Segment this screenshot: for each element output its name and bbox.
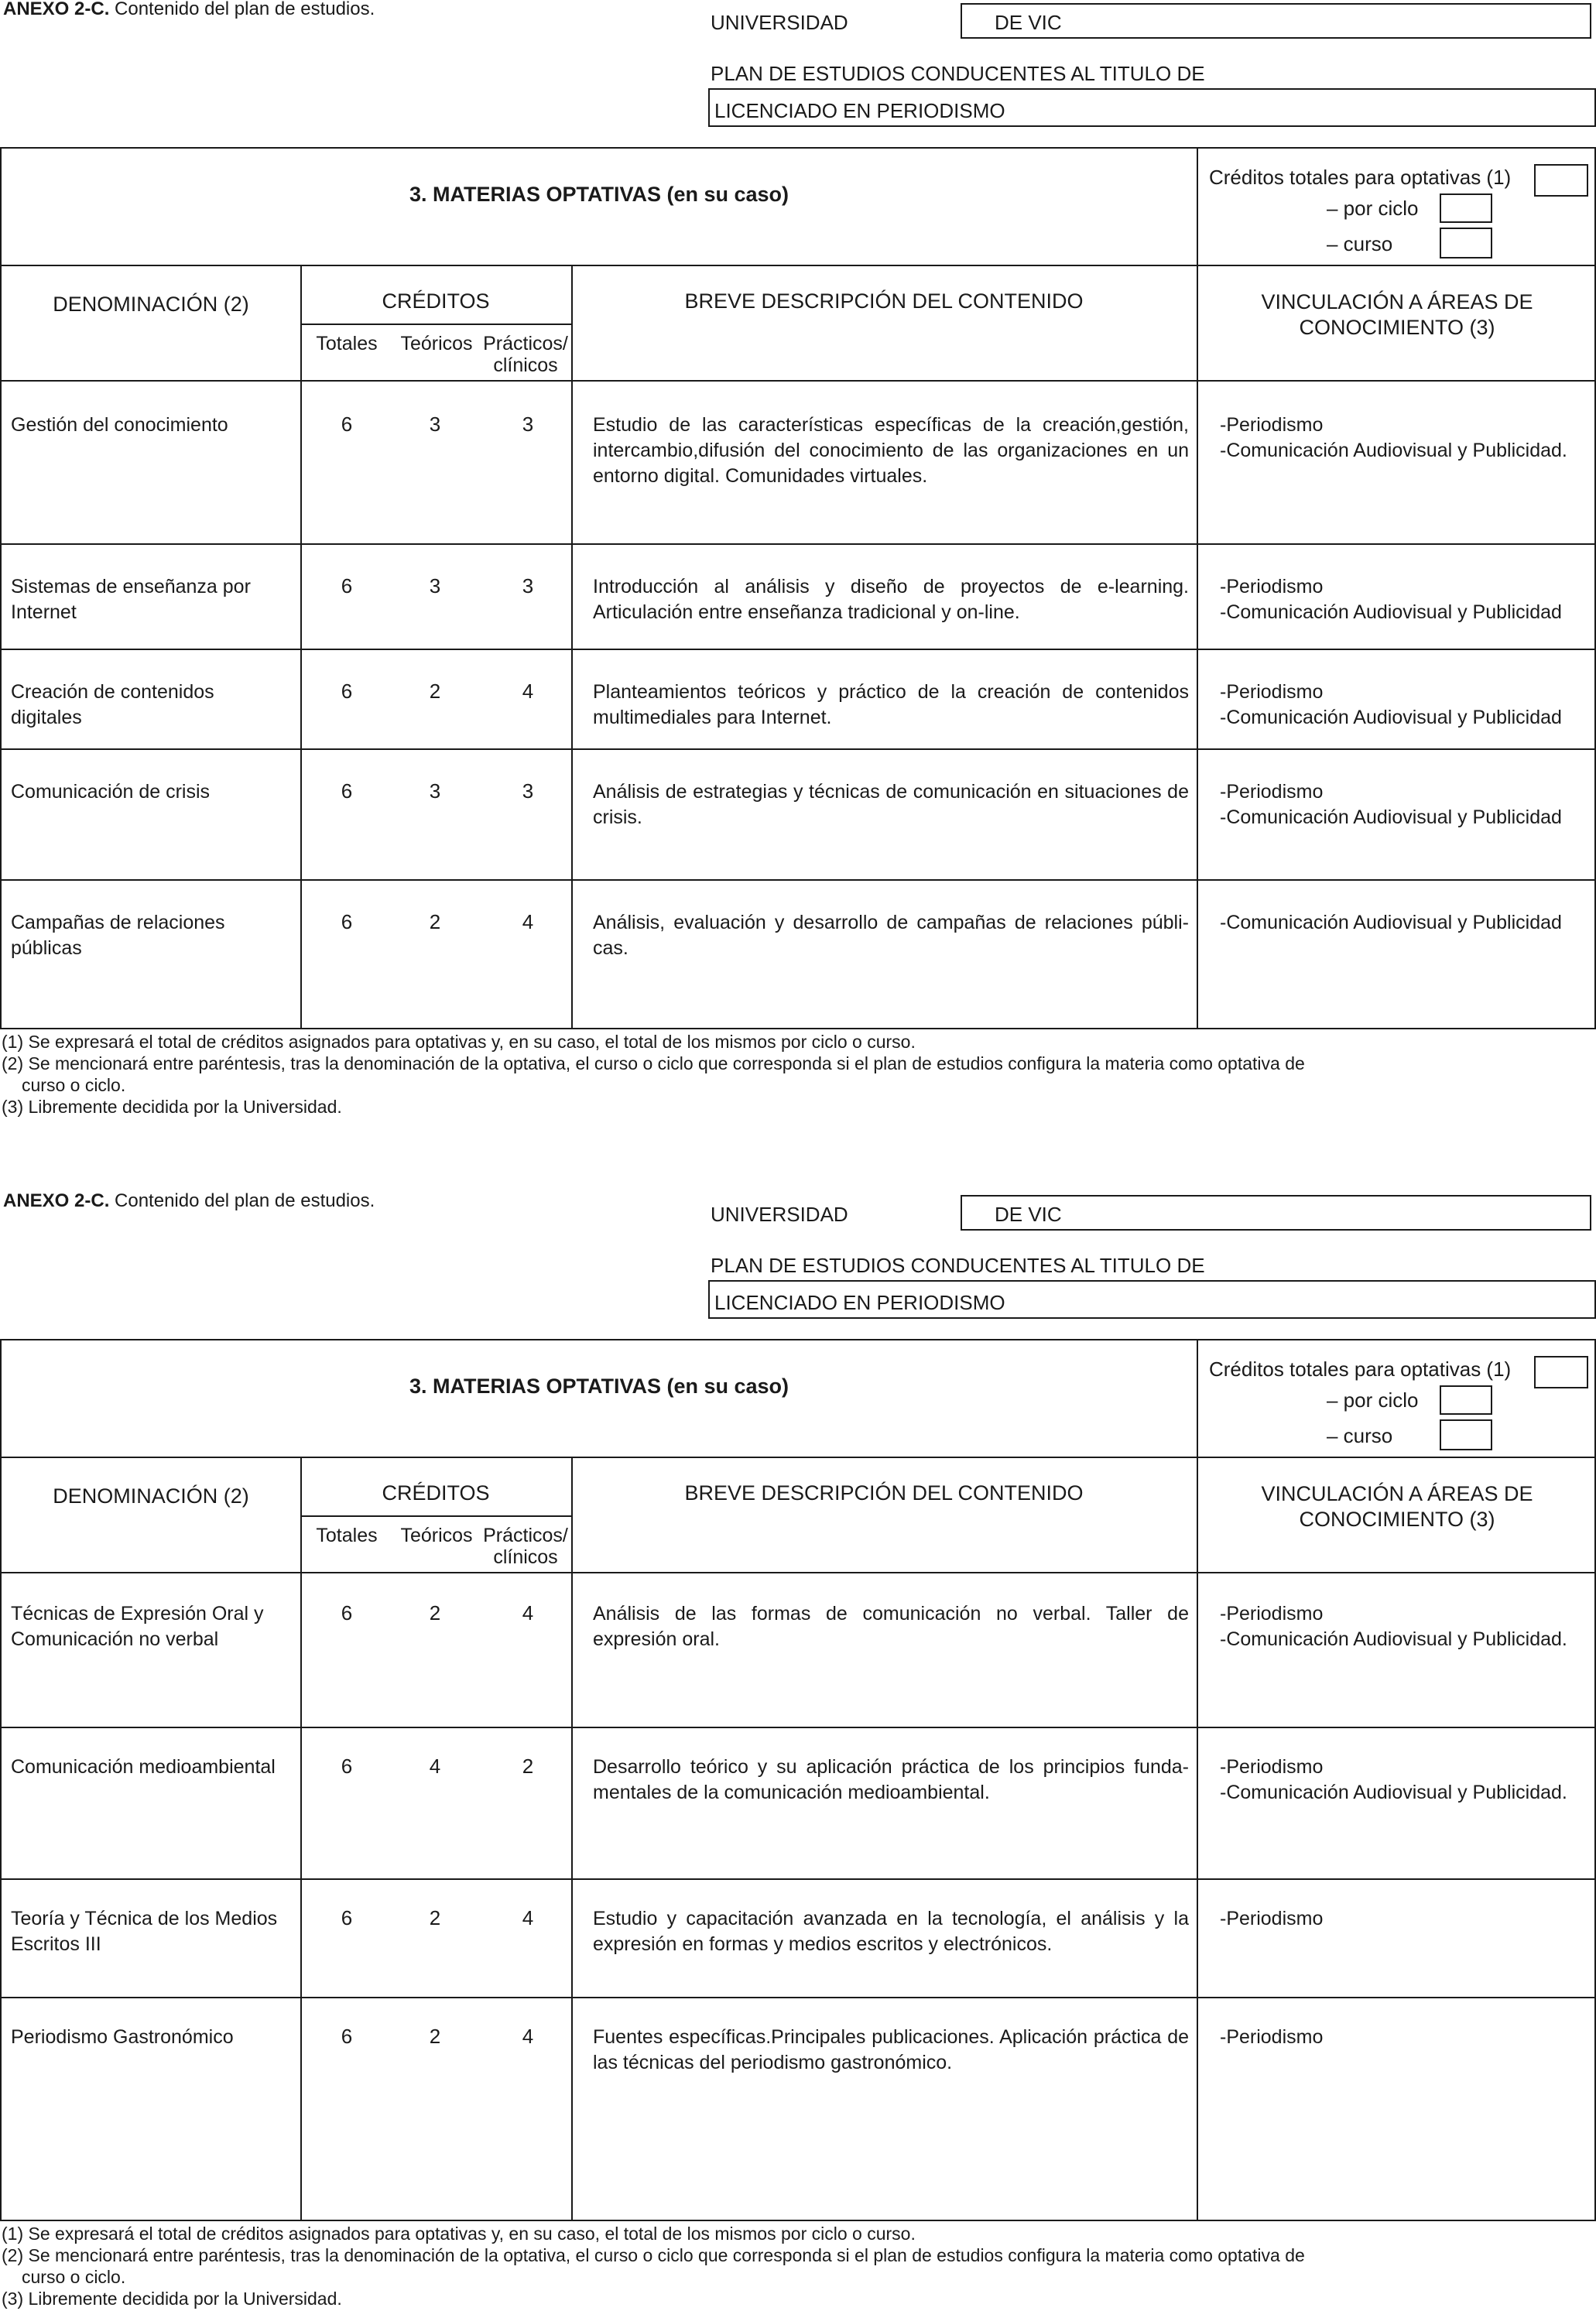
creditos-totales: 6 [341, 1906, 353, 1929]
divider-line [1197, 149, 1198, 1028]
content-description: Desarrollo teórico y su aplicación práctica de los principios funda-mentales de la comunicación medioambiental. [593, 1756, 1189, 1803]
titulo-field[interactable]: LICENCIADO EN PERIODISMO [708, 88, 1596, 127]
por-ciclo-box[interactable] [1440, 1385, 1492, 1415]
divider-line [2, 380, 1594, 382]
creditos-totales-box[interactable] [1534, 1356, 1588, 1388]
divider-line [2, 879, 1594, 881]
areas-list [1220, 779, 1594, 830]
creditos-totales-label: Créditos totales para optativas (1) [1209, 166, 1512, 189]
creditos-totales: 6 [341, 574, 353, 597]
area-item: -Periodismo [1220, 781, 1324, 803]
area-item: -Comunicación Audiovisual y Publicidad. [1220, 440, 1567, 461]
creditos-practicos: 4 [522, 2025, 534, 2048]
divider-line [2, 1572, 1594, 1573]
titulo-field[interactable]: LICENCIADO EN PERIODISMO [708, 1280, 1596, 1319]
divider-line [2, 543, 1594, 545]
divider-line [300, 1515, 571, 1517]
header-descripcion: BREVE DESCRIPCIÓN DEL CONTENIDO [684, 1481, 1084, 1505]
creditos-totales: 6 [341, 413, 353, 436]
subject-name: Comunicación de crisis [11, 781, 211, 803]
divider-line [2, 1727, 1594, 1728]
subject-name: Teoría y Técnica de los Medios Escritos III [11, 1908, 278, 1955]
header-teoricos: Teóricos [400, 333, 473, 354]
anexo-heading [3, 0, 375, 20]
materias-table [0, 1339, 1596, 2221]
content-description: Análisis de estrategias y técnicas de comunicación en situaciones de crisis. [593, 781, 1189, 828]
creditos-totales: 6 [341, 680, 353, 703]
area-item: -Periodismo [1220, 1908, 1324, 1929]
creditos-teoricos: 2 [429, 680, 441, 703]
area-item: -Periodismo [1220, 1756, 1324, 1778]
creditos-totales-label: Créditos totales para optativas (1) [1209, 1357, 1512, 1381]
anexo-heading [3, 1190, 375, 1212]
plan-estudios-label: PLAN DE ESTUDIOS CONDUCENTES AL TITULO DE [711, 1254, 1205, 1277]
por-ciclo-label: – por ciclo [1327, 1388, 1419, 1412]
footnote: (2) Se mencionará entre paréntesis, tras la denominación de la optativa, el curso o ciclo que corresponda si el plan de estudios configura la materia como optativa de [2, 2245, 1305, 2265]
header-vinculacion: VINCULACIÓN A ÁREAS DE CONOCIMIENTO (3) [1261, 290, 1533, 339]
divider-line [1197, 1340, 1198, 2220]
creditos-teoricos: 2 [429, 1906, 441, 1929]
area-item: -Periodismo [1220, 2026, 1324, 2048]
section-title: 3. MATERIAS OPTATIVAS (en su caso) [409, 183, 789, 206]
plan-estudios-label: PLAN DE ESTUDIOS CONDUCENTES AL TITULO DE [711, 62, 1205, 85]
area-item: -Periodismo [1220, 1603, 1324, 1625]
header-teoricos: Teóricos [400, 1525, 473, 1546]
materias-table [0, 147, 1596, 1029]
universidad-field[interactable]: DE VIC [961, 3, 1591, 39]
footnotes [2, 1031, 1588, 1118]
creditos-practicos: 4 [522, 910, 534, 933]
area-item: -Comunicación Audiovisual y Publicidad. [1220, 1628, 1567, 1650]
header-creditos: CRÉDITOS [382, 1481, 490, 1505]
divider-line [2, 649, 1594, 650]
subject-name: Gestión del conocimiento [11, 414, 228, 436]
universidad-field[interactable]: DE VIC [961, 1195, 1591, 1231]
footnotes [2, 2223, 1588, 2309]
area-item: -Comunicación Audiovisual y Publicidad [1220, 707, 1562, 728]
area-item: -Comunicación Audiovisual y Publicidad [1220, 912, 1562, 933]
content-description: Planteamientos teóricos y práctico de la creación de contenidos multimediales para Internet. [593, 681, 1189, 728]
content-description: Fuentes específicas.Principales publicaciones. Aplicación práctica de las técnicas del periodismo gastronómico. [593, 2026, 1189, 2073]
divider-line [2, 1457, 1594, 1458]
subject-name: Campañas de relaciones públicas [11, 912, 225, 959]
por-ciclo-box[interactable] [1440, 193, 1492, 223]
footnote: curso o ciclo. [22, 1075, 126, 1095]
subject-name: Comunicación medioambiental [11, 1756, 276, 1778]
subject-name: Sistemas de enseñanza por Internet [11, 576, 251, 623]
areas-list [1220, 2025, 1594, 2050]
footnote: (1) Se expresará el total de créditos asignados para optativas y, en su caso, el total de los mismos por ciclo o curso. [2, 2224, 916, 2244]
creditos-teoricos: 2 [429, 2025, 441, 2048]
creditos-practicos: 4 [522, 1601, 534, 1625]
area-item: -Comunicación Audiovisual y Publicidad [1220, 806, 1562, 828]
areas-list [1220, 413, 1594, 464]
creditos-practicos: 3 [522, 779, 534, 803]
footnote: curso o ciclo. [22, 2267, 126, 2287]
creditos-teoricos: 2 [429, 910, 441, 933]
creditos-teoricos: 2 [429, 1601, 441, 1625]
footnote: (3) Libremente decidida por la Universidad. [2, 1097, 342, 1117]
footnote: (3) Libremente decidida por la Universidad. [2, 2289, 342, 2309]
universidad-label: UNIVERSIDAD [711, 11, 848, 34]
header-denominacion: DENOMINACIÓN (2) [53, 1484, 249, 1508]
divider-line [300, 324, 571, 325]
creditos-totales: 6 [341, 1601, 353, 1625]
por-ciclo-label: – por ciclo [1327, 197, 1419, 220]
curso-label: – curso [1327, 1424, 1393, 1447]
divider-line [2, 265, 1594, 266]
divider-line [300, 265, 302, 1028]
curso-box[interactable] [1440, 228, 1492, 258]
creditos-practicos: 2 [522, 1755, 534, 1778]
header-creditos: CRÉDITOS [382, 289, 490, 313]
header-descripcion: BREVE DESCRIPCIÓN DEL CONTENIDO [684, 289, 1084, 313]
creditos-teoricos: 3 [429, 779, 441, 803]
footnote: (1) Se expresará el total de créditos asignados para optativas y, en su caso, el total de los mismos por ciclo o curso. [2, 1032, 916, 1052]
curso-box[interactable] [1440, 1419, 1492, 1450]
areas-list [1220, 1906, 1594, 1932]
creditos-practicos: 4 [522, 680, 534, 703]
anexo-label: ANEXO 2-C. [3, 1190, 110, 1211]
universidad-label: UNIVERSIDAD [711, 1203, 848, 1226]
area-item: -Periodismo [1220, 681, 1324, 703]
area-item: -Periodismo [1220, 576, 1324, 597]
creditos-totales: 6 [341, 779, 353, 803]
anexo-description: Contenido del plan de estudios. [109, 1190, 375, 1211]
creditos-teoricos: 3 [429, 413, 441, 436]
header-vinculacion: VINCULACIÓN A ÁREAS DE CONOCIMIENTO (3) [1261, 1482, 1533, 1531]
areas-list [1220, 1755, 1594, 1806]
creditos-practicos: 3 [522, 413, 534, 436]
creditos-totales-box[interactable] [1534, 164, 1588, 197]
header-totales: Totales [316, 333, 378, 354]
creditos-totales: 6 [341, 910, 353, 933]
footnote: (2) Se mencionará entre paréntesis, tras la denominación de la optativa, el curso o ciclo que corresponda si el plan de estudios configura la materia como optativa de [2, 1053, 1305, 1073]
anexo-label: ANEXO 2-C. [3, 0, 110, 19]
header-denominacion: DENOMINACIÓN (2) [53, 293, 249, 316]
subject-name: Creación de contenidos digitales [11, 681, 214, 728]
creditos-totales: 6 [341, 2025, 353, 2048]
creditos-totales: 6 [341, 1755, 353, 1778]
header-practicos: Prácticos/ clínicos [483, 1525, 568, 1568]
content-description: Introducción al análisis y diseño de proyectos de e-learning. Articulación entre enseñanza tradicional y on-line. [593, 576, 1189, 623]
area-item: -Comunicación Audiovisual y Publicidad. [1220, 1782, 1567, 1803]
divider-line [571, 265, 573, 1028]
content-description: Análisis de las formas de comunicación no verbal. Taller de expresión oral. [593, 1603, 1189, 1650]
content-description: Estudio de las características específicas de la creación,gestión, intercambio,difusión del conocimiento de las organizaciones en un entorno digital. Comunidades virtuales. [593, 414, 1189, 487]
divider-line [2, 1878, 1594, 1880]
areas-list [1220, 680, 1594, 731]
curso-label: – curso [1327, 232, 1393, 255]
divider-line [571, 1457, 573, 2220]
creditos-practicos: 3 [522, 574, 534, 597]
areas-list [1220, 574, 1594, 625]
subject-name: Técnicas de Expresión Oral y Comunicación no verbal [11, 1603, 264, 1650]
content-description: Análisis, evaluación y desarrollo de campañas de relaciones públi-cas. [593, 912, 1189, 959]
header-totales: Totales [316, 1525, 378, 1546]
section-title: 3. MATERIAS OPTATIVAS (en su caso) [409, 1375, 789, 1398]
area-item: -Periodismo [1220, 414, 1324, 436]
divider-line [2, 1997, 1594, 1998]
areas-list [1220, 910, 1594, 936]
creditos-practicos: 4 [522, 1906, 534, 1929]
header-practicos: Prácticos/ clínicos [483, 333, 568, 376]
divider-line [300, 1457, 302, 2220]
area-item: -Comunicación Audiovisual y Publicidad [1220, 601, 1562, 623]
creditos-teoricos: 3 [429, 574, 441, 597]
creditos-teoricos: 4 [429, 1755, 441, 1778]
anexo-description: Contenido del plan de estudios. [109, 0, 375, 19]
divider-line [2, 748, 1594, 750]
areas-list [1220, 1601, 1594, 1652]
subject-name: Periodismo Gastronómico [11, 2026, 234, 2048]
content-description: Estudio y capacitación avanzada en la tecnología, el análisis y la expresión en formas y medios escritos y electrónicos. [593, 1908, 1189, 1955]
